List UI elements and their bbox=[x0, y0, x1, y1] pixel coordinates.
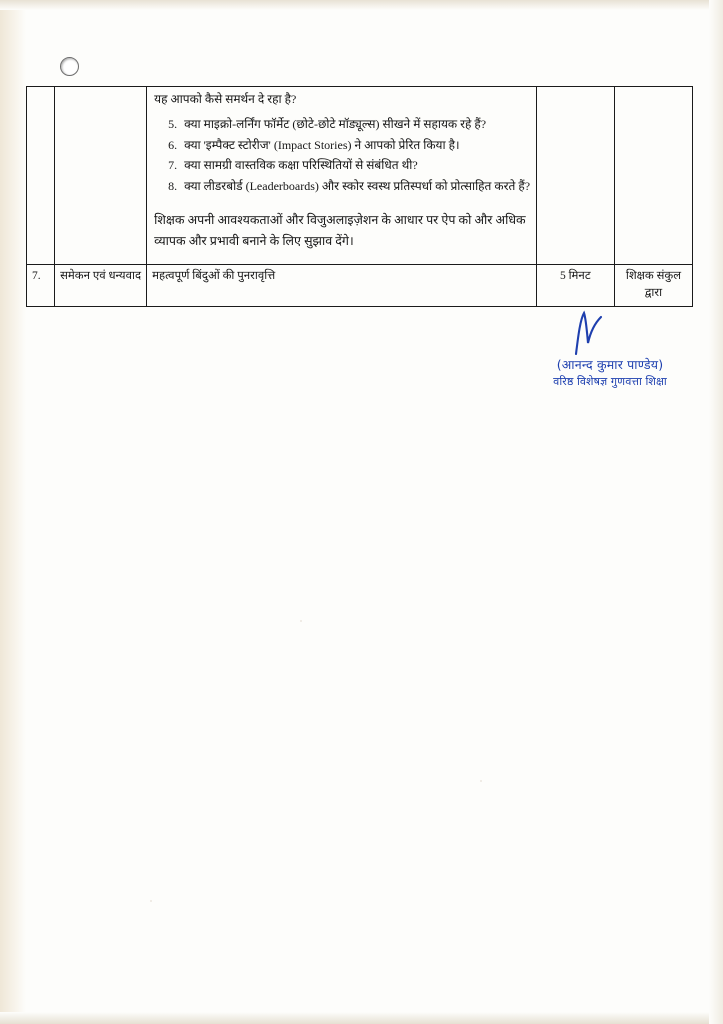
cell-serial-number bbox=[27, 87, 55, 265]
table-row bbox=[27, 87, 693, 265]
list-item: 8. क्या लीडरबोर्ड (Leaderboards) और स्कोर स्वस्थ प्रतिस्पर्धा को प्रोत्साहित करते हैं? bbox=[180, 177, 531, 196]
scan-speck bbox=[480, 780, 482, 782]
scan-speck bbox=[300, 620, 302, 622]
detail-closing-text: शिक्षक अपनी आवश्यकताओं और विजुअलाइज़ेशन के आधार पर ऐप को और अधिक व्यापक और प्रभावी बनाने के लिए सुझाव देंगे। bbox=[154, 212, 526, 249]
cell-by: शिक्षक संकुल द्वारा bbox=[614, 264, 692, 306]
punch-hole-icon bbox=[60, 57, 79, 76]
cell-detail: महत्वपूर्ण बिंदुओं की पुनरावृत्ति bbox=[147, 264, 537, 306]
scan-edge-bottom bbox=[0, 1012, 723, 1024]
table-row bbox=[27, 264, 693, 306]
question-list bbox=[152, 115, 531, 196]
cell-topic: समेकन एवं धन्यवाद bbox=[55, 264, 147, 306]
signatory-designation: वरिष्ठ विशेषज्ञ गुणवत्ता शिक्षा bbox=[553, 375, 667, 388]
scan-speck bbox=[150, 900, 152, 902]
cell-topic bbox=[55, 87, 147, 265]
list-item: 5. क्या माइक्रो-लर्निंग फॉर्मेट (छोटे-छोटे मॉड्यूल्स) सीखने में सहायक रहे हैं? bbox=[180, 115, 531, 134]
list-item: 7. क्या सामग्री वास्तविक कक्षा परिस्थितियों से संबंधित थी? bbox=[180, 156, 531, 175]
cell-time: 5 मिनट bbox=[536, 264, 614, 306]
detail-intro-text: यह आपको कैसे समर्थन दे रहा है? bbox=[154, 92, 297, 106]
list-item: 6. क्या 'इम्पैक्ट स्टोरीज' (Impact Stories) ने आपको प्रेरित किया है। bbox=[180, 136, 531, 155]
cell-detail bbox=[147, 87, 537, 265]
signature-block bbox=[520, 312, 700, 389]
signature-stroke-icon bbox=[568, 310, 608, 356]
signatory-name: (आनन्द कुमार पाण्डेय) bbox=[556, 357, 664, 372]
cell-time bbox=[536, 87, 614, 265]
scan-edge-top bbox=[0, 0, 723, 10]
cell-serial-number: 7. bbox=[27, 264, 55, 306]
cell-by bbox=[614, 87, 692, 265]
agenda-table bbox=[26, 86, 693, 307]
